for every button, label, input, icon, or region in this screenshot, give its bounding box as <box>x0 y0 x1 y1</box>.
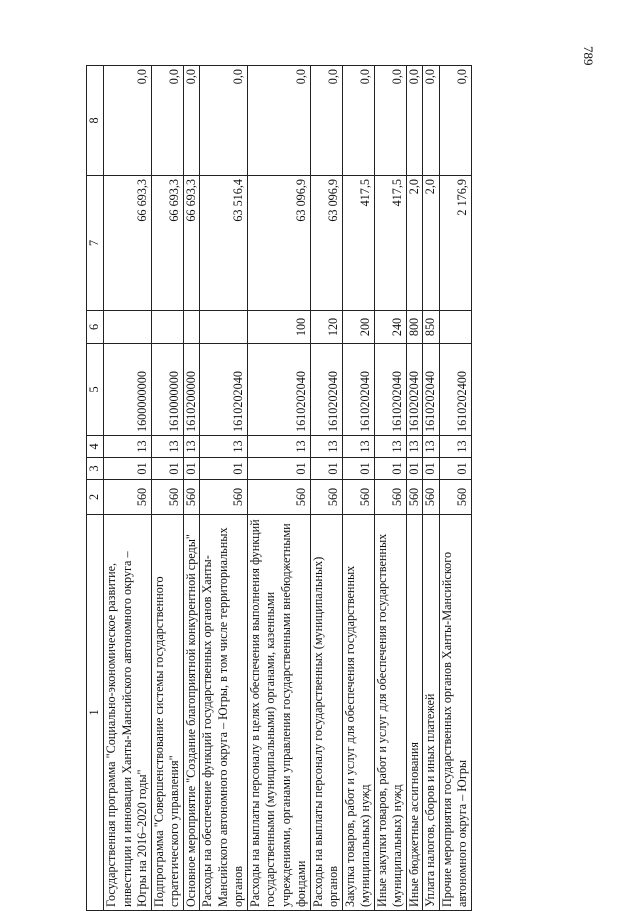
row-name-cell: Подпрограмма "Совершенствование системы государственного стратегического управления" <box>151 515 183 911</box>
section-cell: 01 <box>104 458 152 480</box>
target-article-cell: 1610202400 <box>439 344 471 436</box>
expense-type-cell: 850 <box>423 311 440 344</box>
row-name-cell: Расходы на обеспечение функций государственных органов Ханты-Мансийского автономного округа – Югры, в том числе территориальных органов <box>200 515 248 911</box>
table-row <box>342 66 374 911</box>
header-cell: 6 <box>87 311 104 344</box>
amount-cell: 63 096,9 <box>247 176 310 311</box>
row-name-cell: Государственная программа "Социально-экономическое развитие, инвестиции и инновации Ханты-Мансийского автономного округа – Югры на 2016–2020 годы" <box>104 515 152 911</box>
page-number: 789 <box>581 46 596 66</box>
expense-type-cell: 240 <box>374 311 406 344</box>
admin-code-cell: 560 <box>310 480 342 515</box>
amount-change-cell: 0,0 <box>342 66 374 176</box>
header-cell: 2 <box>87 480 104 515</box>
header-cell: 1 <box>87 515 104 911</box>
target-article-cell: 1610202040 <box>200 344 248 436</box>
budget-table <box>86 65 472 911</box>
row-name-cell: Уплата налогов, сборов и иных платежей <box>423 515 440 911</box>
amount-change-cell: 0,0 <box>439 66 471 176</box>
section-cell: 01 <box>439 458 471 480</box>
section-cell: 01 <box>374 458 406 480</box>
section-cell: 01 <box>247 458 310 480</box>
amount-cell: 417,5 <box>342 176 374 311</box>
table-row <box>200 66 248 911</box>
amount-cell: 2,0 <box>406 176 423 311</box>
admin-code-cell: 560 <box>183 480 200 515</box>
amount-cell: 2,0 <box>423 176 440 311</box>
row-name-cell: Прочие мероприятия государственных органов Ханты-Мансийского автономного округа – Югры <box>439 515 471 911</box>
expense-type-cell <box>104 311 152 344</box>
row-name-cell: Расходы на выплаты персоналу государственных (муниципальных) органов <box>310 515 342 911</box>
admin-code-cell: 560 <box>247 480 310 515</box>
section-cell: 01 <box>200 458 248 480</box>
expense-type-cell: 200 <box>342 311 374 344</box>
table-row <box>183 66 200 911</box>
expense-type-cell <box>183 311 200 344</box>
target-article-cell: 1600000000 <box>104 344 152 436</box>
expense-type-cell <box>151 311 183 344</box>
amount-cell: 63 096,9 <box>310 176 342 311</box>
budget-table-rotated <box>86 66 566 911</box>
expense-type-cell: 800 <box>406 311 423 344</box>
admin-code-cell: 560 <box>200 480 248 515</box>
row-name-cell: Иные закупки товаров, работ и услуг для обеспечения государственных (муниципальных) нужд <box>374 515 406 911</box>
admin-code-cell: 560 <box>439 480 471 515</box>
subsection-cell: 13 <box>183 436 200 458</box>
admin-code-cell: 560 <box>151 480 183 515</box>
amount-change-cell: 0,0 <box>374 66 406 176</box>
amount-cell: 63 516,4 <box>200 176 248 311</box>
subsection-cell: 13 <box>104 436 152 458</box>
table-header-row <box>87 66 104 911</box>
header-cell: 7 <box>87 176 104 311</box>
subsection-cell: 13 <box>247 436 310 458</box>
target-article-cell: 1610202040 <box>342 344 374 436</box>
section-cell: 01 <box>342 458 374 480</box>
subsection-cell: 13 <box>310 436 342 458</box>
amount-change-cell: 0,0 <box>247 66 310 176</box>
header-cell: 4 <box>87 436 104 458</box>
subsection-cell: 13 <box>374 436 406 458</box>
row-name-cell: Расходы на выплаты персоналу в целях обеспечения выполнения функций государственными (муниципальными) органами, казенными учреждениями, органами управления государственными внебюджетными фондами <box>247 515 310 911</box>
expense-type-cell <box>439 311 471 344</box>
header-cell: 3 <box>87 458 104 480</box>
subsection-cell: 13 <box>439 436 471 458</box>
target-article-cell: 1610202040 <box>423 344 440 436</box>
amount-change-cell: 0,0 <box>310 66 342 176</box>
table-row <box>104 66 152 911</box>
table-row <box>439 66 471 911</box>
header-cell: 8 <box>87 66 104 176</box>
admin-code-cell: 560 <box>423 480 440 515</box>
row-name-cell: Основное мероприятие "Создание благоприятной конкурентной среды" <box>183 515 200 911</box>
expense-type-cell: 100 <box>247 311 310 344</box>
amount-change-cell: 0,0 <box>183 66 200 176</box>
amount-change-cell: 0,0 <box>423 66 440 176</box>
admin-code-cell: 560 <box>342 480 374 515</box>
table-row <box>310 66 342 911</box>
table-row <box>247 66 310 911</box>
section-cell: 01 <box>183 458 200 480</box>
subsection-cell: 13 <box>342 436 374 458</box>
subsection-cell: 13 <box>151 436 183 458</box>
table-row <box>423 66 440 911</box>
amount-change-cell: 0,0 <box>406 66 423 176</box>
subsection-cell: 13 <box>200 436 248 458</box>
target-article-cell: 1610200000 <box>183 344 200 436</box>
amount-cell: 66 693,3 <box>151 176 183 311</box>
amount-cell: 66 693,3 <box>104 176 152 311</box>
table-row <box>151 66 183 911</box>
amount-cell: 66 693,3 <box>183 176 200 311</box>
target-article-cell: 1610202040 <box>247 344 310 436</box>
section-cell: 01 <box>310 458 342 480</box>
section-cell: 01 <box>406 458 423 480</box>
amount-change-cell: 0,0 <box>104 66 152 176</box>
amount-change-cell: 0,0 <box>151 66 183 176</box>
subsection-cell: 13 <box>406 436 423 458</box>
admin-code-cell: 560 <box>406 480 423 515</box>
table-row <box>374 66 406 911</box>
expense-type-cell: 120 <box>310 311 342 344</box>
expense-type-cell <box>200 311 248 344</box>
amount-cell: 417,5 <box>374 176 406 311</box>
header-cell: 5 <box>87 344 104 436</box>
subsection-cell: 13 <box>423 436 440 458</box>
amount-cell: 2 176,9 <box>439 176 471 311</box>
admin-code-cell: 560 <box>374 480 406 515</box>
admin-code-cell: 560 <box>104 480 152 515</box>
section-cell: 01 <box>151 458 183 480</box>
amount-change-cell: 0,0 <box>200 66 248 176</box>
section-cell: 01 <box>423 458 440 480</box>
table-row <box>406 66 423 911</box>
target-article-cell: 1610202040 <box>310 344 342 436</box>
row-name-cell: Закупка товаров, работ и услуг для обеспечения государственных (муниципальных) нужд <box>342 515 374 911</box>
target-article-cell: 1610202040 <box>374 344 406 436</box>
target-article-cell: 1610202040 <box>406 344 423 436</box>
row-name-cell: Иные бюджетные ассигнования <box>406 515 423 911</box>
target-article-cell: 1610000000 <box>151 344 183 436</box>
